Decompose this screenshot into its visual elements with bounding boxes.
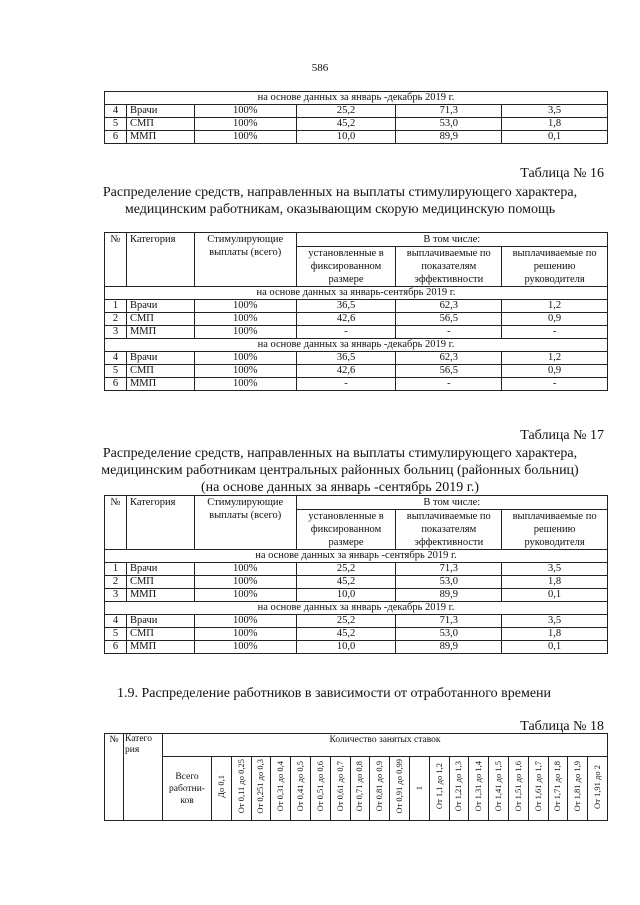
rate-column-label: От 1,71 до 1,8 <box>552 761 563 812</box>
top-table <box>104 91 608 144</box>
table-title: медицинским работникам, оказывающим скорую медицинскую помощь <box>124 202 556 217</box>
rate-column-label: От 1,51 до 1,6 <box>512 761 523 812</box>
table-label: Таблица № 18 <box>520 719 604 734</box>
row-fixed: 42,6 <box>296 365 396 378</box>
rate-column-header <box>370 757 390 821</box>
row-category: ММП <box>126 378 194 391</box>
row-number: 5 <box>105 118 127 131</box>
row-efficiency: 71,3 <box>396 563 502 576</box>
table-row <box>105 615 608 628</box>
rate-column-header <box>271 757 291 821</box>
row-fixed: 10,0 <box>296 131 396 144</box>
row-by-decision: 1,8 <box>502 576 608 589</box>
row-number: 4 <box>105 352 127 365</box>
row-fixed: 36,5 <box>296 300 396 313</box>
table-title: медицинским работникам центральных районных больниц (районных больниц) <box>101 463 579 478</box>
table16-rows2 <box>105 352 608 391</box>
row-number: 1 <box>105 563 127 576</box>
row-fixed: 45,2 <box>296 118 396 131</box>
table-title: Распределение средств, направленных на выплаты стимулирующего характера, <box>102 446 578 461</box>
table-title: (на основе данных за январь -сентябрь 2019 г.) <box>200 480 480 495</box>
rate-column-label: 1 <box>413 786 424 791</box>
row-fixed: 45,2 <box>296 628 396 641</box>
rate-column-header <box>429 757 449 821</box>
rate-column-header <box>489 757 509 821</box>
row-by-decision: 0,1 <box>502 131 608 144</box>
table-row <box>105 576 608 589</box>
row-total: 100% <box>194 300 296 313</box>
section-row: на основе данных за январь-сентябрь 2019 г. <box>105 287 608 300</box>
rate-column-header <box>251 757 271 821</box>
row-total: 100% <box>194 576 296 589</box>
rate-column-header <box>330 757 350 821</box>
row-fixed: 25,2 <box>296 615 396 628</box>
header-stimulating: Стимулирующие выплаты (всего) <box>194 233 296 287</box>
row-total: 100% <box>194 313 296 326</box>
rate-column-header <box>588 757 608 821</box>
rate-column-label: От 1,1 до 1,2 <box>433 763 444 810</box>
table-17 <box>104 495 608 654</box>
rate-column-header <box>310 757 330 821</box>
header-efficiency: выплачиваемые по показателям эффективности <box>396 247 502 287</box>
rate-column-header <box>350 757 370 821</box>
header-stimulating: Стимулирующие выплаты (всего) <box>194 496 296 550</box>
row-fixed: 10,0 <box>296 641 396 654</box>
table-18 <box>104 733 608 821</box>
header-num: № <box>105 233 127 287</box>
row-efficiency: 71,3 <box>396 105 502 118</box>
rate-column-header <box>231 757 251 821</box>
rate-column-label: От 0,41 до 0,5 <box>295 761 306 812</box>
header-rates: Количество занятых ставок <box>163 734 608 757</box>
row-efficiency: 53,0 <box>396 118 502 131</box>
row-by-decision: 0,9 <box>502 313 608 326</box>
row-number: 5 <box>105 365 127 378</box>
row-efficiency: 53,0 <box>396 628 502 641</box>
row-number: 6 <box>105 131 127 144</box>
row-category: Врачи <box>126 105 194 118</box>
row-number: 2 <box>105 313 127 326</box>
rate-column-header <box>212 757 232 821</box>
rate-column-label: От 0,71 до 0,8 <box>354 761 365 812</box>
row-by-decision: 1,2 <box>502 300 608 313</box>
row-by-decision: 1,8 <box>502 628 608 641</box>
row-total: 100% <box>194 105 296 118</box>
row-total: 100% <box>194 352 296 365</box>
row-efficiency: 62,3 <box>396 352 502 365</box>
row-category: ММП <box>126 326 194 339</box>
row-category: Врачи <box>126 563 194 576</box>
table-row <box>105 118 608 131</box>
rate-column-label: От 0,61 до 0,7 <box>334 761 345 812</box>
section-heading: 1.9. Распределение работников в зависимости от отработанного времени <box>116 686 552 701</box>
section-row: на основе данных за январь -декабрь 2019 г. <box>105 602 608 615</box>
header-category: Категория <box>126 233 194 287</box>
row-efficiency: - <box>396 326 502 339</box>
row-fixed: 10,0 <box>296 589 396 602</box>
row-efficiency: 56,5 <box>396 313 502 326</box>
row-by-decision: - <box>502 378 608 391</box>
rate-column-label: От 0,11 до 0,25 <box>235 759 246 814</box>
rate-column-label: До 0,1 <box>215 775 226 798</box>
rate-column-header <box>568 757 588 821</box>
rate-column-label: От 1,61 до 1,7 <box>532 761 543 812</box>
row-category: Врачи <box>126 300 194 313</box>
rate-column-label: От 0,251 до 0,3 <box>255 759 266 814</box>
rate-column-label: От 0,81 до 0,9 <box>374 761 385 812</box>
rate-column-header <box>390 757 410 821</box>
row-fixed: 36,5 <box>296 352 396 365</box>
row-number: 2 <box>105 576 127 589</box>
row-total: 100% <box>194 628 296 641</box>
header-efficiency: выплачиваемые по показателям эффективности <box>396 510 502 550</box>
table17-rows1 <box>105 563 608 602</box>
rate-column-header <box>548 757 568 821</box>
row-by-decision: 0,1 <box>502 641 608 654</box>
row-category: Врачи <box>126 352 194 365</box>
rate-column-label: От 1,31 до 1,4 <box>473 761 484 812</box>
rate-column-label: От 1,41 до 1,5 <box>493 761 504 812</box>
table-row <box>105 131 608 144</box>
row-efficiency: - <box>396 378 502 391</box>
row-category: СМП <box>126 576 194 589</box>
rate-column-label: От 1,91 до 2 <box>592 764 603 809</box>
table-row <box>105 589 608 602</box>
row-fixed: 42,6 <box>296 313 396 326</box>
row-category: СМП <box>126 313 194 326</box>
rate-column-label: От 1,81 до 1,9 <box>572 761 583 812</box>
row-category: Врачи <box>126 615 194 628</box>
rate-column-header <box>291 757 311 821</box>
row-total: 100% <box>194 641 296 654</box>
row-number: 4 <box>105 615 127 628</box>
row-total: 100% <box>194 131 296 144</box>
row-total: 100% <box>194 118 296 131</box>
row-efficiency: 56,5 <box>396 365 502 378</box>
header-by-decision: выплачиваемые по решению руководителя <box>502 510 608 550</box>
header-including: В том числе: <box>296 233 607 247</box>
table-row <box>105 378 608 391</box>
table17-rows2 <box>105 615 608 654</box>
rate-column-header <box>508 757 528 821</box>
row-total: 100% <box>194 615 296 628</box>
top-rows <box>105 105 608 144</box>
row-category: ММП <box>126 131 194 144</box>
row-fixed: 25,2 <box>296 105 396 118</box>
header-category: Катего рия <box>124 734 163 821</box>
table-row <box>105 641 608 654</box>
row-fixed: - <box>296 378 396 391</box>
header-by-decision: выплачиваемые по решению руководителя <box>502 247 608 287</box>
row-category: ММП <box>126 641 194 654</box>
page-number: 586 <box>311 62 329 74</box>
table-row <box>105 313 608 326</box>
section-row: на основе данных за январь -сентябрь 2019 г. <box>105 550 608 563</box>
table-row <box>105 563 608 576</box>
row-category: ММП <box>126 589 194 602</box>
header-including: В том числе: <box>296 496 607 510</box>
row-efficiency: 89,9 <box>396 641 502 654</box>
table-row <box>105 300 608 313</box>
row-efficiency: 89,9 <box>396 589 502 602</box>
header-category: Категория <box>126 496 194 550</box>
row-by-decision: - <box>502 326 608 339</box>
row-number: 3 <box>105 326 127 339</box>
table16-rows1 <box>105 300 608 339</box>
rate-column-header <box>528 757 548 821</box>
row-number: 3 <box>105 589 127 602</box>
table-row <box>105 105 608 118</box>
rate-column-label: От 0,31 до 0,4 <box>275 761 286 812</box>
table-row <box>105 365 608 378</box>
row-by-decision: 3,5 <box>502 615 608 628</box>
row-efficiency: 62,3 <box>396 300 502 313</box>
table-16 <box>104 232 608 391</box>
row-total: 100% <box>194 378 296 391</box>
table-label: Таблица № 17 <box>520 428 604 443</box>
row-efficiency: 89,9 <box>396 131 502 144</box>
row-number: 6 <box>105 641 127 654</box>
row-by-decision: 3,5 <box>502 105 608 118</box>
row-fixed: - <box>296 326 396 339</box>
header-fixed: установленные в фиксированном размере <box>296 247 396 287</box>
row-number: 5 <box>105 628 127 641</box>
row-number: 4 <box>105 105 127 118</box>
row-category: СМП <box>126 628 194 641</box>
table-row <box>105 352 608 365</box>
row-by-decision: 3,5 <box>502 563 608 576</box>
section-row: на основе данных за январь -декабрь 2019 г. <box>105 339 608 352</box>
row-category: СМП <box>126 365 194 378</box>
table-row <box>105 326 608 339</box>
row-total: 100% <box>194 365 296 378</box>
rate-column-label: От 1,21 до 1,3 <box>453 761 464 812</box>
header-num: № <box>105 734 124 821</box>
row-number: 6 <box>105 378 127 391</box>
rate-column-header <box>409 757 429 821</box>
row-by-decision: 0,9 <box>502 365 608 378</box>
section-row: на основе данных за январь -декабрь 2019 г. <box>105 92 608 105</box>
row-total: 100% <box>194 563 296 576</box>
row-total: 100% <box>194 326 296 339</box>
row-by-decision: 0,1 <box>502 589 608 602</box>
row-efficiency: 53,0 <box>396 576 502 589</box>
row-fixed: 45,2 <box>296 576 396 589</box>
header-fixed: установленные в фиксированном размере <box>296 510 396 550</box>
rate-column-header <box>449 757 469 821</box>
row-category: СМП <box>126 118 194 131</box>
row-by-decision: 1,2 <box>502 352 608 365</box>
row-total: 100% <box>194 589 296 602</box>
row-number: 1 <box>105 300 127 313</box>
rate-column-header <box>469 757 489 821</box>
header-total-workers: Всего работни- ков <box>163 757 212 821</box>
rate-column-label: От 0,91 до 0,99 <box>394 759 405 814</box>
row-fixed: 25,2 <box>296 563 396 576</box>
header-num: № <box>105 496 127 550</box>
table-label: Таблица № 16 <box>520 166 604 181</box>
table-row <box>105 628 608 641</box>
table-title: Распределение средств, направленных на выплаты стимулирующего характера, <box>102 185 578 200</box>
row-efficiency: 71,3 <box>396 615 502 628</box>
rate-column-label: От 0,51 до 0,6 <box>314 761 325 812</box>
row-by-decision: 1,8 <box>502 118 608 131</box>
